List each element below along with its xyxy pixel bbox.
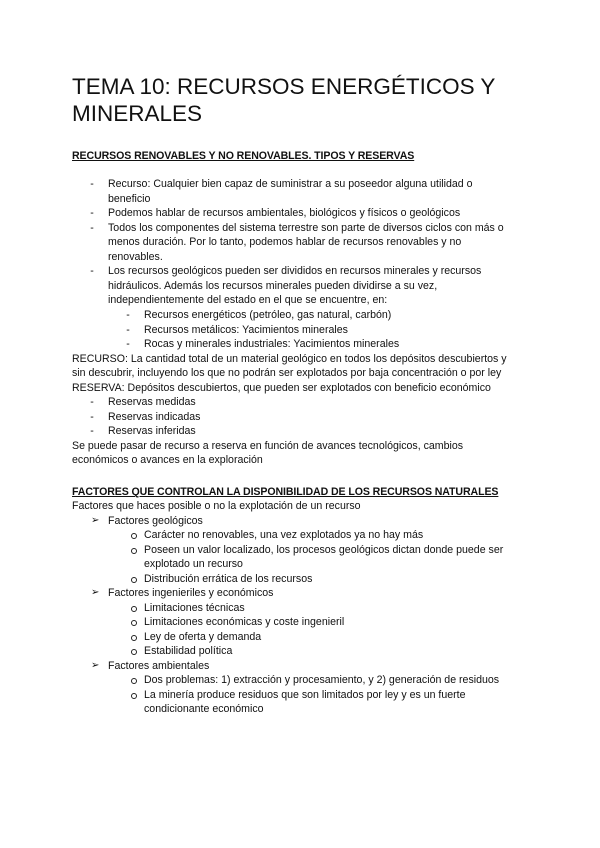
section-heading-renovables: RECURSOS RENOVABLES Y NO RENOVABLES. TIPOS Y RESERVAS bbox=[72, 150, 415, 162]
factor-item-line: Limitaciones técnicas bbox=[144, 602, 245, 614]
dash-bullet: - bbox=[126, 338, 130, 350]
factor-item-line: condicionante económico bbox=[144, 703, 264, 715]
reserva-type-item: Reservas medidas bbox=[108, 396, 196, 408]
list-item-line: independientemente del estado en el que se encuentre, en: bbox=[108, 294, 388, 306]
dash-bullet: - bbox=[90, 178, 94, 190]
factor-item-line: La minería produce residuos que son limitados por ley y es un fuerte bbox=[144, 689, 466, 701]
circle-bullet-icon bbox=[131, 548, 137, 554]
section-heading-factores: FACTORES QUE CONTROLAN LA DISPONIBILIDAD DE LOS RECURSOS NATURALES bbox=[72, 486, 499, 498]
factor-group-label: Factores ingenieriles y económicos bbox=[108, 587, 274, 599]
sub-list-item: Recursos energéticos (petróleo, gas natural, carbón) bbox=[144, 309, 392, 321]
sub-list-item: Rocas y minerales industriales: Yacimientos minerales bbox=[144, 338, 400, 350]
reserva-type-item: Reservas indicadas bbox=[108, 411, 201, 423]
sub-list-item: Recursos metálicos: Yacimientos minerales bbox=[144, 324, 348, 336]
factor-item-line: Distribución errática de los recursos bbox=[144, 573, 313, 585]
section-intro: Factores que haces posible o no la explotación de un recurso bbox=[72, 500, 361, 512]
factor-item-line: Poseen un valor localizado, los procesos geológicos dictan donde puede ser bbox=[144, 544, 504, 556]
dash-bullet: - bbox=[90, 411, 94, 423]
arrow-bullet-icon: ➢ bbox=[91, 587, 100, 598]
dash-bullet: - bbox=[126, 324, 130, 336]
dash-bullet: - bbox=[126, 309, 130, 321]
closing-paragraph-line: Se puede pasar de recurso a reserva en función de avances tecnológicos, cambios bbox=[72, 440, 464, 452]
factor-item-line: Dos problemas: 1) extracción y procesamiento, y 2) generación de residuos bbox=[144, 674, 500, 686]
list-item-line: renovables. bbox=[108, 251, 163, 263]
factor-item-line: Estabilidad política bbox=[144, 645, 233, 657]
recurso-definition-line: sin descubrir, incluyendo los que no podrán ser explotados por baja concentración o por ley bbox=[72, 367, 502, 379]
recurso-definition-line: RECURSO: La cantidad total de un material geológico en todos los depósitos descubiertos y bbox=[72, 353, 507, 365]
factor-item-line: Carácter no renovables, una vez explotados ya no hay más bbox=[144, 529, 424, 541]
circle-bullet-icon bbox=[131, 606, 137, 612]
dash-bullet: - bbox=[90, 396, 94, 408]
circle-bullet-icon bbox=[131, 678, 137, 684]
dash-bullet: - bbox=[90, 222, 94, 234]
circle-bullet-icon bbox=[131, 620, 137, 626]
factor-item-line: Ley de oferta y demanda bbox=[144, 631, 262, 643]
factor-item-line: explotado un recurso bbox=[144, 558, 243, 570]
circle-bullet-icon bbox=[131, 649, 137, 655]
list-item-line: Todos los componentes del sistema terrestre son parte de diversos ciclos con más o bbox=[108, 222, 504, 234]
page-title: TEMA 10: RECURSOS ENERGÉTICOS Y MINERALES bbox=[72, 74, 496, 126]
closing-paragraph-line: económicos o avances en la exploración bbox=[72, 454, 263, 466]
dash-bullet: - bbox=[90, 207, 94, 219]
list-item-line: Los recursos geológicos pueden ser divididos en recursos minerales y recursos bbox=[108, 265, 482, 277]
factor-group-label: Factores ambientales bbox=[108, 660, 210, 672]
circle-bullet-icon bbox=[131, 635, 137, 641]
factor-group-label: Factores geológicos bbox=[108, 515, 203, 527]
arrow-bullet-icon: ➢ bbox=[91, 515, 100, 526]
factor-item-line: Limitaciones económicas y coste ingenieril bbox=[144, 616, 345, 628]
list-item-line: Recurso: Cualquier bien capaz de suministrar a su poseedor alguna utilidad o bbox=[108, 178, 473, 190]
reserva-type-item: Reservas inferidas bbox=[108, 425, 196, 437]
list-item-line: beneficio bbox=[108, 193, 151, 205]
list-item-line: Podemos hablar de recursos ambientales, biológicos y físicos o geológicos bbox=[108, 207, 461, 219]
circle-bullet-icon bbox=[131, 577, 137, 583]
circle-bullet-icon bbox=[131, 693, 137, 699]
list-item-line: menos duración. Por lo tanto, podemos hablar de recursos renovables y no bbox=[108, 236, 462, 248]
arrow-bullet-icon: ➢ bbox=[91, 660, 100, 671]
list-item-line: hidráulicos. Además los recursos minerales pueden dividirse a su vez, bbox=[108, 280, 438, 292]
circle-bullet-icon bbox=[131, 533, 137, 539]
dash-bullet: - bbox=[90, 265, 94, 277]
reserva-definition: RESERVA: Depósitos descubiertos, que pueden ser explotados con beneficio económico bbox=[72, 382, 491, 394]
dash-bullet: - bbox=[90, 425, 94, 437]
